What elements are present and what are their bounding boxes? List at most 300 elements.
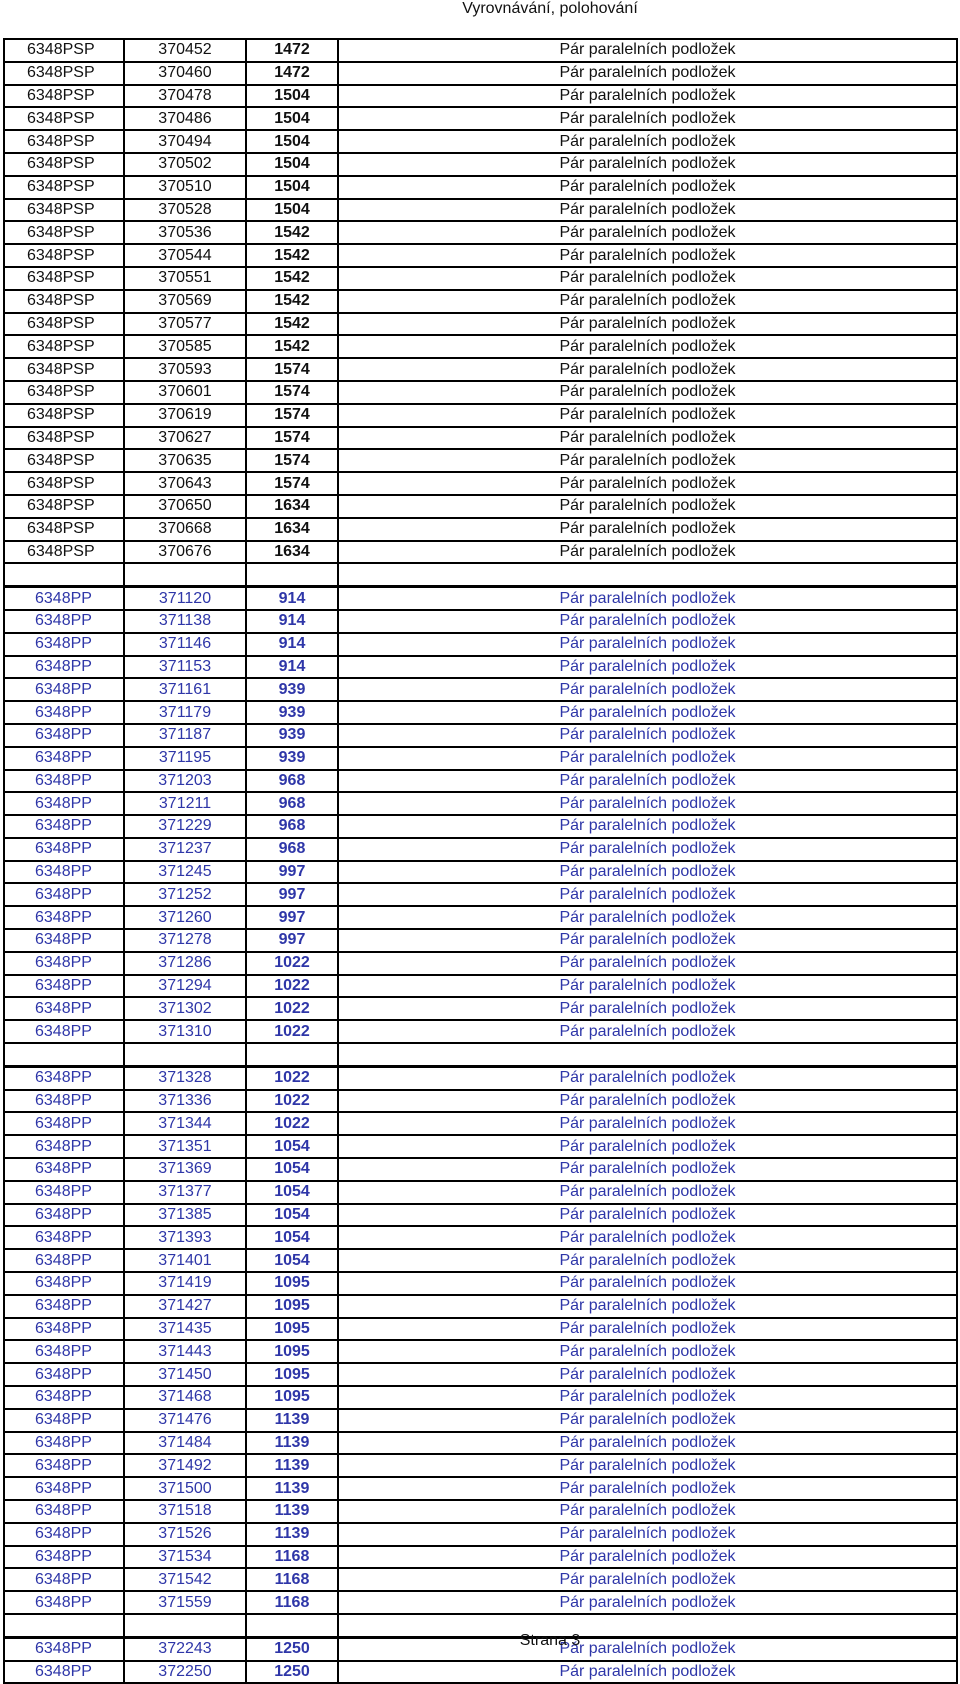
description-cell: Pár paralelních podložek [338, 313, 957, 336]
size-cell: 1168 [246, 1568, 338, 1591]
size-cell: 1574 [246, 449, 338, 472]
table-row [4, 313, 957, 336]
article-number-cell: 371195 [124, 747, 246, 770]
article-number-cell: 370635 [124, 449, 246, 472]
product-code-cell: 6348PSP [4, 221, 124, 244]
size-cell: 1022 [246, 997, 338, 1020]
article-number-cell: 370627 [124, 427, 246, 450]
description-cell: Pár paralelních podložek [338, 1386, 957, 1409]
article-number-cell: 371153 [124, 656, 246, 679]
product-code-cell: 6348PP [4, 1363, 124, 1386]
size-cell: 1250 [246, 1637, 338, 1660]
article-number-cell: 371401 [124, 1249, 246, 1272]
size-cell: 1054 [246, 1204, 338, 1227]
size-cell: 1574 [246, 381, 338, 404]
table-row [4, 1066, 957, 1089]
size-cell: 1542 [246, 335, 338, 358]
description-cell: Pár paralelních podložek [338, 1090, 957, 1113]
size-cell: 1095 [246, 1295, 338, 1318]
size-cell: 1542 [246, 221, 338, 244]
product-code-cell: 6348PSP [4, 541, 124, 564]
article-number-cell: 370510 [124, 176, 246, 199]
table-row [4, 610, 957, 633]
size-cell: 1542 [246, 267, 338, 290]
product-code-cell: 6348PP [4, 838, 124, 861]
description-cell: Pár paralelních podložek [338, 335, 957, 358]
description-cell: Pár paralelních podložek [338, 1546, 957, 1569]
document-title: Vyrovnávání, polohování [462, 0, 638, 17]
size-cell: 1139 [246, 1477, 338, 1500]
size-cell: 1054 [246, 1226, 338, 1249]
product-code-cell: 6348PP [4, 1226, 124, 1249]
table-row [4, 747, 957, 770]
size-cell: 1054 [246, 1158, 338, 1181]
product-code-cell: 6348PP [4, 1591, 124, 1614]
table-row [4, 906, 957, 929]
description-cell: Pár paralelních podložek [338, 883, 957, 906]
article-number-cell: 371500 [124, 1477, 246, 1500]
article-number-cell: 372250 [124, 1661, 246, 1684]
description-cell: Pár paralelních podložek [338, 747, 957, 770]
size-cell: 997 [246, 883, 338, 906]
description-cell: Pár paralelních podložek [338, 1318, 957, 1341]
table-row [4, 815, 957, 838]
article-number-cell: 371542 [124, 1568, 246, 1591]
size-cell: 1634 [246, 541, 338, 564]
product-code-cell: 6348PP [4, 906, 124, 929]
product-code-cell: 6348PP [4, 815, 124, 838]
size-cell: 968 [246, 838, 338, 861]
product-code-cell: 6348PSP [4, 472, 124, 495]
product-code-cell: 6348PP [4, 1181, 124, 1204]
table-row [4, 1020, 957, 1043]
table-row [4, 656, 957, 679]
description-cell: Pár paralelních podložek [338, 1295, 957, 1318]
product-code-cell: 6348PP [4, 1066, 124, 1089]
table-row [4, 701, 957, 724]
article-number-cell: 370536 [124, 221, 246, 244]
article-number-cell: 371294 [124, 975, 246, 998]
article-number-cell: 371435 [124, 1318, 246, 1341]
description-cell: Pár paralelních podložek [338, 130, 957, 153]
product-code-cell: 6348PP [4, 1432, 124, 1455]
article-number-cell: 370528 [124, 199, 246, 222]
size-cell: 1095 [246, 1340, 338, 1363]
size-cell: 914 [246, 610, 338, 633]
article-number-cell: 371286 [124, 952, 246, 975]
product-code-cell: 6348PSP [4, 427, 124, 450]
size-cell: 997 [246, 861, 338, 884]
table-row [4, 85, 957, 108]
description-cell: Pár paralelních podložek [338, 1500, 957, 1523]
article-number-cell: 371138 [124, 610, 246, 633]
article-number-cell: 370486 [124, 107, 246, 130]
size-cell: 1504 [246, 153, 338, 176]
product-code-cell: 6348PSP [4, 199, 124, 222]
product-code-cell: 6348PSP [4, 449, 124, 472]
table-row [4, 1454, 957, 1477]
product-code-cell: 6348PSP [4, 107, 124, 130]
table-row [4, 1523, 957, 1546]
table-row [4, 39, 957, 62]
size-cell: 1054 [246, 1181, 338, 1204]
description-cell: Pár paralelních podložek [338, 39, 957, 62]
description-cell: Pár paralelních podložek [338, 1409, 957, 1432]
product-code-cell: 6348PP [4, 1340, 124, 1363]
article-number-cell: 371252 [124, 883, 246, 906]
product-code-cell: 6348PSP [4, 85, 124, 108]
table-row [4, 1409, 957, 1432]
table-row [4, 1500, 957, 1523]
product-code-cell: 6348PP [4, 1500, 124, 1523]
product-code-cell: 6348PP [4, 587, 124, 610]
article-number-cell: 371559 [124, 1591, 246, 1614]
empty-cell [338, 1043, 957, 1066]
article-number-cell: 370668 [124, 518, 246, 541]
article-number-cell: 371419 [124, 1272, 246, 1295]
article-number-cell: 370478 [124, 85, 246, 108]
product-code-cell: 6348PP [4, 610, 124, 633]
table-row [4, 335, 957, 358]
product-code-cell: 6348PSP [4, 518, 124, 541]
description-cell: Pár paralelních podložek [338, 472, 957, 495]
table-row [4, 1340, 957, 1363]
description-cell: Pár paralelních podložek [338, 1432, 957, 1455]
article-number-cell: 370643 [124, 472, 246, 495]
description-cell: Pár paralelních podložek [338, 1591, 957, 1614]
group-separator-row [4, 563, 957, 586]
table-row [4, 1432, 957, 1455]
article-number-cell: 371203 [124, 770, 246, 793]
size-cell: 1472 [246, 62, 338, 85]
article-number-cell: 371187 [124, 724, 246, 747]
product-code-cell: 6348PP [4, 1637, 124, 1660]
description-cell: Pár paralelních podložek [338, 1454, 957, 1477]
table-row [4, 358, 957, 381]
article-number-cell: 370502 [124, 153, 246, 176]
table-row [4, 1568, 957, 1591]
description-cell: Pár paralelních podložek [338, 221, 957, 244]
size-cell: 1168 [246, 1591, 338, 1614]
description-cell: Pár paralelních podložek [338, 1249, 957, 1272]
size-cell: 1542 [246, 313, 338, 336]
article-number-cell: 370601 [124, 381, 246, 404]
empty-cell [124, 1043, 246, 1066]
size-cell: 1022 [246, 952, 338, 975]
article-number-cell: 370650 [124, 495, 246, 518]
table-row [4, 997, 957, 1020]
article-number-cell: 371443 [124, 1340, 246, 1363]
product-code-cell: 6348PP [4, 656, 124, 679]
table-row [4, 975, 957, 998]
product-code-cell: 6348PP [4, 724, 124, 747]
table-row [4, 838, 957, 861]
empty-cell [4, 1043, 124, 1066]
product-code-cell: 6348PP [4, 929, 124, 952]
article-number-cell: 370577 [124, 313, 246, 336]
product-code-cell: 6348PP [4, 975, 124, 998]
description-cell: Pár paralelních podložek [338, 587, 957, 610]
size-cell: 1022 [246, 1112, 338, 1135]
description-cell: Pár paralelních podložek [338, 838, 957, 861]
description-cell: Pár paralelních podložek [338, 1158, 957, 1181]
article-number-cell: 371179 [124, 701, 246, 724]
size-cell: 1095 [246, 1272, 338, 1295]
size-cell: 1022 [246, 1090, 338, 1113]
description-cell: Pár paralelních podložek [338, 153, 957, 176]
table-row [4, 1363, 957, 1386]
article-number-cell: 371351 [124, 1135, 246, 1158]
description-cell: Pár paralelních podložek [338, 62, 957, 85]
article-number-cell: 371229 [124, 815, 246, 838]
description-cell: Pár paralelních podložek [338, 1568, 957, 1591]
description-cell: Pár paralelních podložek [338, 427, 957, 450]
table-row [4, 290, 957, 313]
article-number-cell: 371484 [124, 1432, 246, 1455]
empty-cell [124, 563, 246, 586]
article-number-cell: 371120 [124, 587, 246, 610]
size-cell: 1095 [246, 1363, 338, 1386]
table-row [4, 381, 957, 404]
description-cell: Pár paralelních podložek [338, 1477, 957, 1500]
article-number-cell: 371278 [124, 929, 246, 952]
table-row [4, 1090, 957, 1113]
product-code-cell: 6348PP [4, 1523, 124, 1546]
table-row [4, 1661, 957, 1684]
description-cell: Pár paralelních podložek [338, 633, 957, 656]
article-number-cell: 370593 [124, 358, 246, 381]
table-row [4, 861, 957, 884]
size-cell: 1095 [246, 1386, 338, 1409]
table-row [4, 587, 957, 610]
size-cell: 1574 [246, 404, 338, 427]
table-row [4, 518, 957, 541]
table-row [4, 1135, 957, 1158]
product-code-cell: 6348PSP [4, 335, 124, 358]
size-cell: 968 [246, 792, 338, 815]
page-footer [0, 1632, 960, 1650]
description-cell: Pár paralelních podložek [338, 997, 957, 1020]
product-code-cell: 6348PP [4, 770, 124, 793]
page-number: Strana 3 [519, 1632, 581, 1649]
size-cell: 1139 [246, 1409, 338, 1432]
description-cell: Pár paralelních podložek [338, 770, 957, 793]
description-cell: Pár paralelních podložek [338, 449, 957, 472]
empty-cell [246, 563, 338, 586]
product-code-cell: 6348PP [4, 1135, 124, 1158]
product-code-cell: 6348PSP [4, 244, 124, 267]
table-row [4, 1591, 957, 1614]
table-row [4, 495, 957, 518]
article-number-cell: 371302 [124, 997, 246, 1020]
article-number-cell: 371492 [124, 1454, 246, 1477]
product-code-cell: 6348PP [4, 701, 124, 724]
article-number-cell: 371336 [124, 1090, 246, 1113]
size-cell: 1472 [246, 39, 338, 62]
article-number-cell: 370551 [124, 267, 246, 290]
size-cell: 1574 [246, 472, 338, 495]
article-number-cell: 370569 [124, 290, 246, 313]
size-cell: 1504 [246, 176, 338, 199]
parts-table-body [4, 39, 957, 1683]
description-cell: Pár paralelních podložek [338, 541, 957, 564]
size-cell: 1022 [246, 1066, 338, 1089]
product-code-cell: 6348PSP [4, 62, 124, 85]
article-number-cell: 371310 [124, 1020, 246, 1043]
size-cell: 1095 [246, 1318, 338, 1341]
size-cell: 1139 [246, 1454, 338, 1477]
table-row [4, 62, 957, 85]
table-row [4, 1546, 957, 1569]
table-row [4, 244, 957, 267]
table-row [4, 221, 957, 244]
description-cell: Pár paralelních podložek [338, 724, 957, 747]
description-cell: Pár paralelních podložek [338, 244, 957, 267]
description-cell: Pár paralelních podložek [338, 1523, 957, 1546]
table-row [4, 1272, 957, 1295]
product-code-cell: 6348PP [4, 1112, 124, 1135]
size-cell: 1022 [246, 975, 338, 998]
product-code-cell: 6348PSP [4, 358, 124, 381]
description-cell: Pár paralelních podložek [338, 267, 957, 290]
size-cell: 968 [246, 815, 338, 838]
table-row [4, 107, 957, 130]
table-row [4, 883, 957, 906]
description-cell: Pár paralelních podložek [338, 199, 957, 222]
description-cell: Pár paralelních podložek [338, 1181, 957, 1204]
table-row [4, 449, 957, 472]
size-cell: 1504 [246, 85, 338, 108]
product-code-cell: 6348PP [4, 1295, 124, 1318]
page-header [0, 0, 960, 20]
size-cell: 939 [246, 678, 338, 701]
description-cell: Pár paralelních podložek [338, 701, 957, 724]
product-code-cell: 6348PP [4, 1409, 124, 1432]
description-cell: Pár paralelních podložek [338, 1637, 957, 1660]
product-code-cell: 6348PP [4, 883, 124, 906]
description-cell: Pár paralelních podložek [338, 906, 957, 929]
size-cell: 1168 [246, 1546, 338, 1569]
article-number-cell: 370460 [124, 62, 246, 85]
table-row [4, 1477, 957, 1500]
description-cell: Pár paralelních podložek [338, 518, 957, 541]
product-code-cell: 6348PP [4, 1318, 124, 1341]
description-cell: Pár paralelních podložek [338, 107, 957, 130]
product-code-cell: 6348PSP [4, 39, 124, 62]
description-cell: Pár paralelních podložek [338, 381, 957, 404]
product-code-cell: 6348PP [4, 633, 124, 656]
product-code-cell: 6348PP [4, 1454, 124, 1477]
product-code-cell: 6348PP [4, 1661, 124, 1684]
description-cell: Pár paralelních podložek [338, 929, 957, 952]
size-cell: 914 [246, 587, 338, 610]
article-number-cell: 370619 [124, 404, 246, 427]
product-code-cell: 6348PP [4, 1477, 124, 1500]
description-cell: Pár paralelních podložek [338, 290, 957, 313]
size-cell: 939 [246, 747, 338, 770]
table-row [4, 1295, 957, 1318]
product-code-cell: 6348PP [4, 1546, 124, 1569]
size-cell: 939 [246, 701, 338, 724]
description-cell: Pár paralelních podložek [338, 656, 957, 679]
product-code-cell: 6348PP [4, 792, 124, 815]
table-row [4, 427, 957, 450]
description-cell: Pár paralelních podložek [338, 1661, 957, 1684]
size-cell: 1054 [246, 1135, 338, 1158]
size-cell: 1574 [246, 427, 338, 450]
size-cell: 914 [246, 656, 338, 679]
product-code-cell: 6348PP [4, 1020, 124, 1043]
description-cell: Pár paralelních podložek [338, 1112, 957, 1135]
size-cell: 1574 [246, 358, 338, 381]
table-row [4, 1158, 957, 1181]
table-row [4, 1226, 957, 1249]
product-code-cell: 6348PP [4, 952, 124, 975]
description-cell: Pár paralelních podložek [338, 815, 957, 838]
empty-cell [246, 1043, 338, 1066]
table-row [4, 472, 957, 495]
size-cell: 1139 [246, 1432, 338, 1455]
size-cell: 1139 [246, 1523, 338, 1546]
description-cell: Pár paralelních podložek [338, 85, 957, 108]
article-number-cell: 371468 [124, 1386, 246, 1409]
product-code-cell: 6348PSP [4, 495, 124, 518]
description-cell: Pár paralelních podložek [338, 1135, 957, 1158]
size-cell: 1542 [246, 290, 338, 313]
table-row [4, 153, 957, 176]
table-row [4, 792, 957, 815]
product-code-cell: 6348PP [4, 1158, 124, 1181]
description-cell: Pár paralelních podložek [338, 176, 957, 199]
article-number-cell: 370676 [124, 541, 246, 564]
size-cell: 1634 [246, 518, 338, 541]
table-row [4, 678, 957, 701]
article-number-cell: 370544 [124, 244, 246, 267]
product-code-cell: 6348PSP [4, 153, 124, 176]
description-cell: Pár paralelních podložek [338, 358, 957, 381]
product-code-cell: 6348PSP [4, 176, 124, 199]
parts-table [3, 38, 958, 1684]
description-cell: Pár paralelních podložek [338, 975, 957, 998]
size-cell: 997 [246, 906, 338, 929]
description-cell: Pár paralelních podložek [338, 1066, 957, 1089]
product-code-cell: 6348PP [4, 1090, 124, 1113]
description-cell: Pár paralelních podložek [338, 1340, 957, 1363]
product-code-cell: 6348PSP [4, 404, 124, 427]
article-number-cell: 371146 [124, 633, 246, 656]
table-row [4, 541, 957, 564]
description-cell: Pár paralelních podložek [338, 952, 957, 975]
article-number-cell: 371450 [124, 1363, 246, 1386]
table-row [4, 176, 957, 199]
description-cell: Pár paralelních podložek [338, 404, 957, 427]
table-row [4, 1318, 957, 1341]
article-number-cell: 371534 [124, 1546, 246, 1569]
table-row [4, 770, 957, 793]
product-code-cell: 6348PSP [4, 130, 124, 153]
product-code-cell: 6348PP [4, 1272, 124, 1295]
article-number-cell: 371328 [124, 1066, 246, 1089]
product-code-cell: 6348PSP [4, 313, 124, 336]
description-cell: Pár paralelních podložek [338, 1204, 957, 1227]
product-code-cell: 6348PP [4, 747, 124, 770]
article-number-cell: 371211 [124, 792, 246, 815]
description-cell: Pár paralelních podložek [338, 1226, 957, 1249]
product-code-cell: 6348PP [4, 1204, 124, 1227]
table-row [4, 724, 957, 747]
description-cell: Pár paralelních podložek [338, 678, 957, 701]
article-number-cell: 371344 [124, 1112, 246, 1135]
